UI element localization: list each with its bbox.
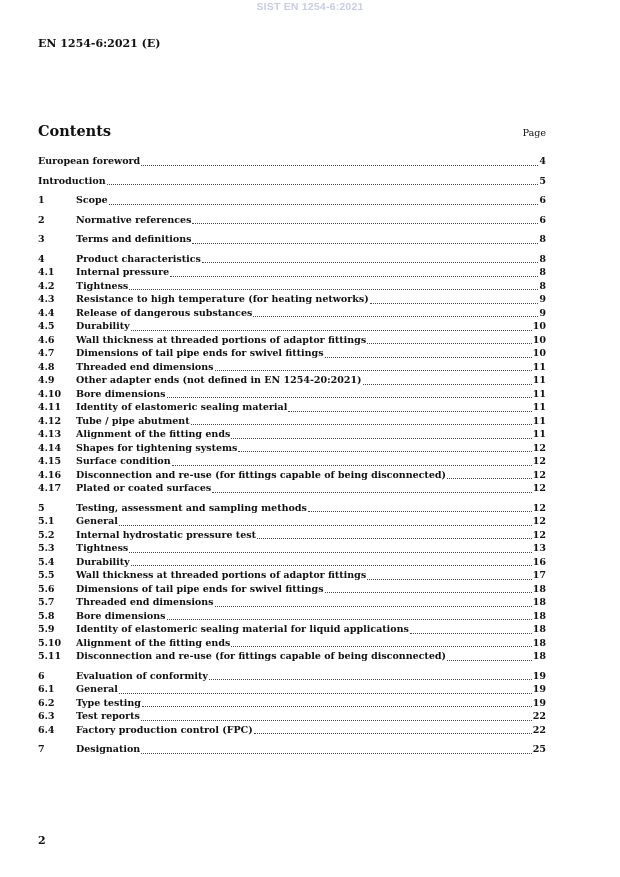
toc-entry-page: 22 <box>532 711 546 722</box>
toc-entry-number: 5 <box>38 502 45 514</box>
toc-dot-leader <box>192 223 538 224</box>
toc-entry-title: Plated or coated surfaces <box>76 483 212 494</box>
toc-dot-leader <box>141 720 532 721</box>
toc-entry-number: 5.11 <box>38 651 62 662</box>
toc-entry-title: Alignment of the fitting ends <box>76 637 231 649</box>
toc-entry-title: Tightness <box>76 543 129 554</box>
toc-entry[interactable] <box>38 334 546 348</box>
toc-dot-leader <box>288 411 531 412</box>
toc-dot-leader <box>172 465 532 466</box>
table-of-contents <box>38 155 546 757</box>
toc-entry[interactable] <box>38 155 546 169</box>
toc-entry-number: 4.13 <box>38 429 62 440</box>
toc-dot-leader <box>308 511 532 512</box>
toc-entry-page: 10 <box>532 334 546 346</box>
toc-entry-page: 6 <box>539 214 546 226</box>
toc-dot-leader <box>238 451 531 452</box>
toc-entry-page: 12 <box>532 502 546 514</box>
toc-entry-page: 8 <box>539 280 546 292</box>
page-column-label: Page <box>522 128 546 139</box>
toc-entry-page: 8 <box>539 267 546 278</box>
toc-entry-title: General <box>76 516 118 527</box>
toc-entry-page: 18 <box>532 637 546 649</box>
toc-entry-number: 6 <box>38 670 45 682</box>
toc-entry-number: 7 <box>38 744 45 755</box>
toc-entry-number: 4.6 <box>38 334 55 346</box>
toc-entry-number: 4 <box>38 253 45 265</box>
toc-entry-number: 5.3 <box>38 543 55 554</box>
toc-entry-number: 4.1 <box>38 267 55 278</box>
toc-entry-title: Identity of elastomeric sealing material <box>76 402 288 413</box>
toc-entry[interactable] <box>38 743 546 757</box>
toc-entry[interactable] <box>38 542 546 556</box>
toc-entry[interactable] <box>38 469 546 483</box>
toc-entry[interactable] <box>38 569 546 583</box>
toc-entry-title: Threaded end dimensions <box>76 361 214 373</box>
toc-dot-leader <box>131 565 532 566</box>
toc-entry-title: Introduction <box>38 175 106 187</box>
toc-entry[interactable] <box>38 556 546 570</box>
toc-entry-title: Shapes for tightening systems <box>76 442 238 454</box>
toc-entry-number: 4.9 <box>38 375 55 386</box>
toc-entry-number: 5.2 <box>38 529 55 541</box>
toc-entry[interactable] <box>38 710 546 724</box>
toc-entry-number: 5.7 <box>38 597 55 608</box>
toc-entry-number: 5.4 <box>38 556 55 568</box>
toc-entry-title: Durability <box>76 556 130 568</box>
toc-entry[interactable] <box>38 697 546 711</box>
toc-entry-title: Factory production control (FPC) <box>76 724 253 736</box>
toc-entry-number: 4.10 <box>38 388 62 400</box>
toc-entry-title: Resistance to high temperature (for heating networks) <box>76 294 369 305</box>
toc-entry-number: 2 <box>38 214 45 226</box>
toc-entry-title: Other adapter ends (not defined in EN 1254-20:2021) <box>76 375 362 386</box>
toc-entry-title: Product characteristics <box>76 253 201 265</box>
toc-dot-leader <box>410 633 532 634</box>
toc-dot-leader <box>131 330 532 331</box>
toc-entry-title: Alignment of the fitting ends <box>76 429 231 440</box>
toc-entry[interactable] <box>38 637 546 651</box>
toc-entry-title: Scope <box>76 195 108 206</box>
toc-entry-page: 12 <box>532 516 546 527</box>
toc-entry-page: 25 <box>532 744 546 755</box>
toc-entry-number: 4.15 <box>38 456 62 467</box>
toc-entry-page: 11 <box>532 388 546 400</box>
toc-entry-page: 18 <box>532 583 546 595</box>
toc-dot-leader <box>370 303 539 304</box>
toc-entry-number: 6.3 <box>38 711 55 722</box>
toc-dot-leader <box>141 165 538 166</box>
toc-entry-title: Testing, assessment and sampling methods <box>76 502 307 514</box>
toc-entry-title: Durability <box>76 321 130 332</box>
toc-entry-number: 4.12 <box>38 415 62 427</box>
toc-entry[interactable] <box>38 415 546 429</box>
toc-entry[interactable] <box>38 194 546 208</box>
toc-dot-leader <box>367 579 532 580</box>
toc-entry[interactable] <box>38 670 546 684</box>
watermark: SIST EN 1254-6:2021 <box>256 1 364 13</box>
toc-dot-leader <box>447 478 532 479</box>
toc-entry-page: 18 <box>532 651 546 662</box>
toc-entry-page: 4 <box>539 156 546 167</box>
toc-dot-leader <box>119 693 532 694</box>
contents-heading: Contents <box>38 123 112 140</box>
toc-entry[interactable] <box>38 650 546 664</box>
toc-entry-title: Disconnection and re-use (for fittings capable of being disconnected) <box>76 651 447 662</box>
toc-entry[interactable] <box>38 266 546 280</box>
toc-entry[interactable] <box>38 253 546 267</box>
toc-entry[interactable] <box>38 442 546 456</box>
toc-dot-leader <box>325 592 532 593</box>
toc-entry-title: Threaded end dimensions <box>76 597 214 608</box>
toc-dot-leader <box>367 343 532 344</box>
toc-entry-title: Bore dimensions <box>76 610 166 622</box>
toc-dot-leader <box>141 753 532 754</box>
toc-entry-number: 4.8 <box>38 361 55 373</box>
toc-dot-leader <box>231 646 531 647</box>
toc-dot-leader <box>192 243 538 244</box>
toc-entry[interactable] <box>38 361 546 375</box>
toc-dot-leader <box>191 424 532 425</box>
toc-dot-leader <box>209 679 532 680</box>
toc-entry[interactable] <box>38 374 546 388</box>
toc-entry[interactable] <box>38 610 546 624</box>
toc-dot-leader <box>325 357 532 358</box>
toc-entry[interactable] <box>38 388 546 402</box>
toc-entry-page: 18 <box>532 597 546 608</box>
toc-entry-number: 5.6 <box>38 583 55 595</box>
toc-entry-title: Wall thickness at threaded portions of adaptor fittings <box>76 570 367 581</box>
toc-entry-number: 5.8 <box>38 610 55 622</box>
toc-entry-title: Type testing <box>76 697 141 709</box>
toc-entry-number: 5.5 <box>38 570 55 581</box>
toc-entry-page: 11 <box>532 375 546 386</box>
toc-dot-leader <box>257 538 532 539</box>
toc-entry-number: 4.11 <box>38 402 62 413</box>
toc-entry-title: Internal pressure <box>76 267 170 278</box>
toc-entry[interactable] <box>38 623 546 637</box>
toc-entry-page: 8 <box>539 253 546 265</box>
toc-entry-page: 6 <box>539 195 546 206</box>
toc-entry[interactable] <box>38 280 546 294</box>
toc-entry-page: 10 <box>532 348 546 359</box>
toc-entry-page: 9 <box>539 307 546 319</box>
toc-entry-number: 6.1 <box>38 684 55 695</box>
toc-entry-page: 11 <box>532 361 546 373</box>
toc-entry-number: 5.9 <box>38 624 55 635</box>
toc-entry-page: 10 <box>532 321 546 332</box>
toc-dot-leader <box>447 660 532 661</box>
toc-entry-title: Internal hydrostatic pressure test <box>76 529 256 541</box>
toc-dot-leader <box>119 525 532 526</box>
toc-entry[interactable] <box>38 233 546 247</box>
toc-entry-number: 4.3 <box>38 294 55 305</box>
toc-entry[interactable] <box>38 428 546 442</box>
toc-dot-leader <box>170 276 538 277</box>
toc-entry-number: 4.5 <box>38 321 55 332</box>
toc-entry[interactable] <box>38 724 546 738</box>
toc-entry-number: 4.4 <box>38 307 55 319</box>
toc-entry-title: Surface condition <box>76 456 171 467</box>
toc-entry[interactable] <box>38 515 546 529</box>
document-id: EN 1254-6:2021 (E) <box>38 37 161 50</box>
toc-entry-title: Designation <box>76 744 141 755</box>
toc-entry-title: Evaluation of conformity <box>76 670 208 682</box>
toc-dot-leader <box>129 289 538 290</box>
toc-entry-title: Identity of elastomeric sealing material for liquid applications <box>76 624 409 635</box>
toc-entry-number: 6.2 <box>38 697 55 709</box>
toc-entry-number: 4.17 <box>38 483 62 494</box>
toc-dot-leader <box>215 370 532 371</box>
toc-entry-page: 11 <box>532 429 546 440</box>
toc-entry-number: 4.7 <box>38 348 55 359</box>
toc-entry-title: Tube / pipe abutment <box>76 415 190 427</box>
toc-entry-number: 6.4 <box>38 724 55 736</box>
toc-entry[interactable] <box>38 455 546 469</box>
toc-entry-page: 13 <box>532 543 546 554</box>
toc-entry-number: 4.16 <box>38 469 62 481</box>
toc-entry-title: Release of dangerous substances <box>76 307 253 319</box>
toc-entry[interactable] <box>38 596 546 610</box>
toc-entry-page: 12 <box>532 456 546 467</box>
toc-entry-page: 19 <box>532 697 546 709</box>
toc-entry-page: 22 <box>532 724 546 736</box>
toc-entry-title: Dimensions of tail pipe ends for swivel fittings <box>76 583 324 595</box>
toc-entry-number: 5.10 <box>38 637 62 649</box>
toc-entry[interactable] <box>38 307 546 321</box>
toc-dot-leader <box>167 619 532 620</box>
toc-dot-leader <box>202 262 539 263</box>
toc-dot-leader <box>254 733 532 734</box>
toc-entry-title: European foreword <box>38 156 141 167</box>
toc-entry-page: 12 <box>532 529 546 541</box>
toc-entry[interactable] <box>38 683 546 697</box>
toc-entry-title: Normative references <box>76 214 192 226</box>
toc-dot-leader <box>107 184 539 185</box>
toc-entry[interactable] <box>38 502 546 516</box>
toc-dot-leader <box>253 316 538 317</box>
toc-entry-page: 17 <box>532 570 546 581</box>
toc-entry[interactable] <box>38 401 546 415</box>
toc-entry[interactable] <box>38 214 546 228</box>
toc-dot-leader <box>167 397 532 398</box>
toc-entry[interactable] <box>38 529 546 543</box>
toc-entry[interactable] <box>38 347 546 361</box>
toc-entry-number: 4.2 <box>38 280 55 292</box>
toc-entry-page: 8 <box>539 234 546 245</box>
toc-entry[interactable] <box>38 482 546 496</box>
toc-entry-title: Test reports <box>76 711 140 722</box>
toc-entry[interactable] <box>38 293 546 307</box>
toc-entry-number: 5.1 <box>38 516 55 527</box>
toc-entry-page: 9 <box>539 294 546 305</box>
toc-dot-leader <box>215 606 532 607</box>
toc-entry-page: 18 <box>532 610 546 622</box>
toc-entry-title: Disconnection and re-use (for fittings capable of being disconnected) <box>76 469 447 481</box>
page-number: 2 <box>38 834 46 847</box>
toc-dot-leader <box>212 492 531 493</box>
toc-entry-page: 12 <box>532 469 546 481</box>
toc-entry-title: Tightness <box>76 280 129 292</box>
toc-entry-page: 11 <box>532 415 546 427</box>
toc-dot-leader <box>142 706 532 707</box>
toc-entry[interactable] <box>38 175 546 189</box>
toc-entry-title: General <box>76 684 118 695</box>
toc-entry-page: 19 <box>532 670 546 682</box>
toc-entry[interactable] <box>38 320 546 334</box>
toc-entry-page: 12 <box>532 483 546 494</box>
toc-entry[interactable] <box>38 583 546 597</box>
toc-entry-page: 16 <box>532 556 546 568</box>
toc-dot-leader <box>129 552 532 553</box>
toc-entry-page: 5 <box>539 175 546 187</box>
toc-entry-number: 3 <box>38 234 45 245</box>
toc-entry-page: 19 <box>532 684 546 695</box>
toc-entry-number: 1 <box>38 195 45 206</box>
toc-dot-leader <box>109 204 539 205</box>
toc-entry-title: Bore dimensions <box>76 388 166 400</box>
toc-entry-number: 4.14 <box>38 442 62 454</box>
toc-dot-leader <box>363 384 532 385</box>
toc-entry-title: Wall thickness at threaded portions of adaptor fittings <box>76 334 367 346</box>
toc-entry-title: Terms and definitions <box>76 234 192 245</box>
toc-entry-page: 18 <box>532 624 546 635</box>
toc-entry-page: 11 <box>532 402 546 413</box>
toc-entry-title: Dimensions of tail pipe ends for swivel fittings <box>76 348 324 359</box>
toc-dot-leader <box>231 438 531 439</box>
toc-entry-page: 12 <box>532 442 546 454</box>
